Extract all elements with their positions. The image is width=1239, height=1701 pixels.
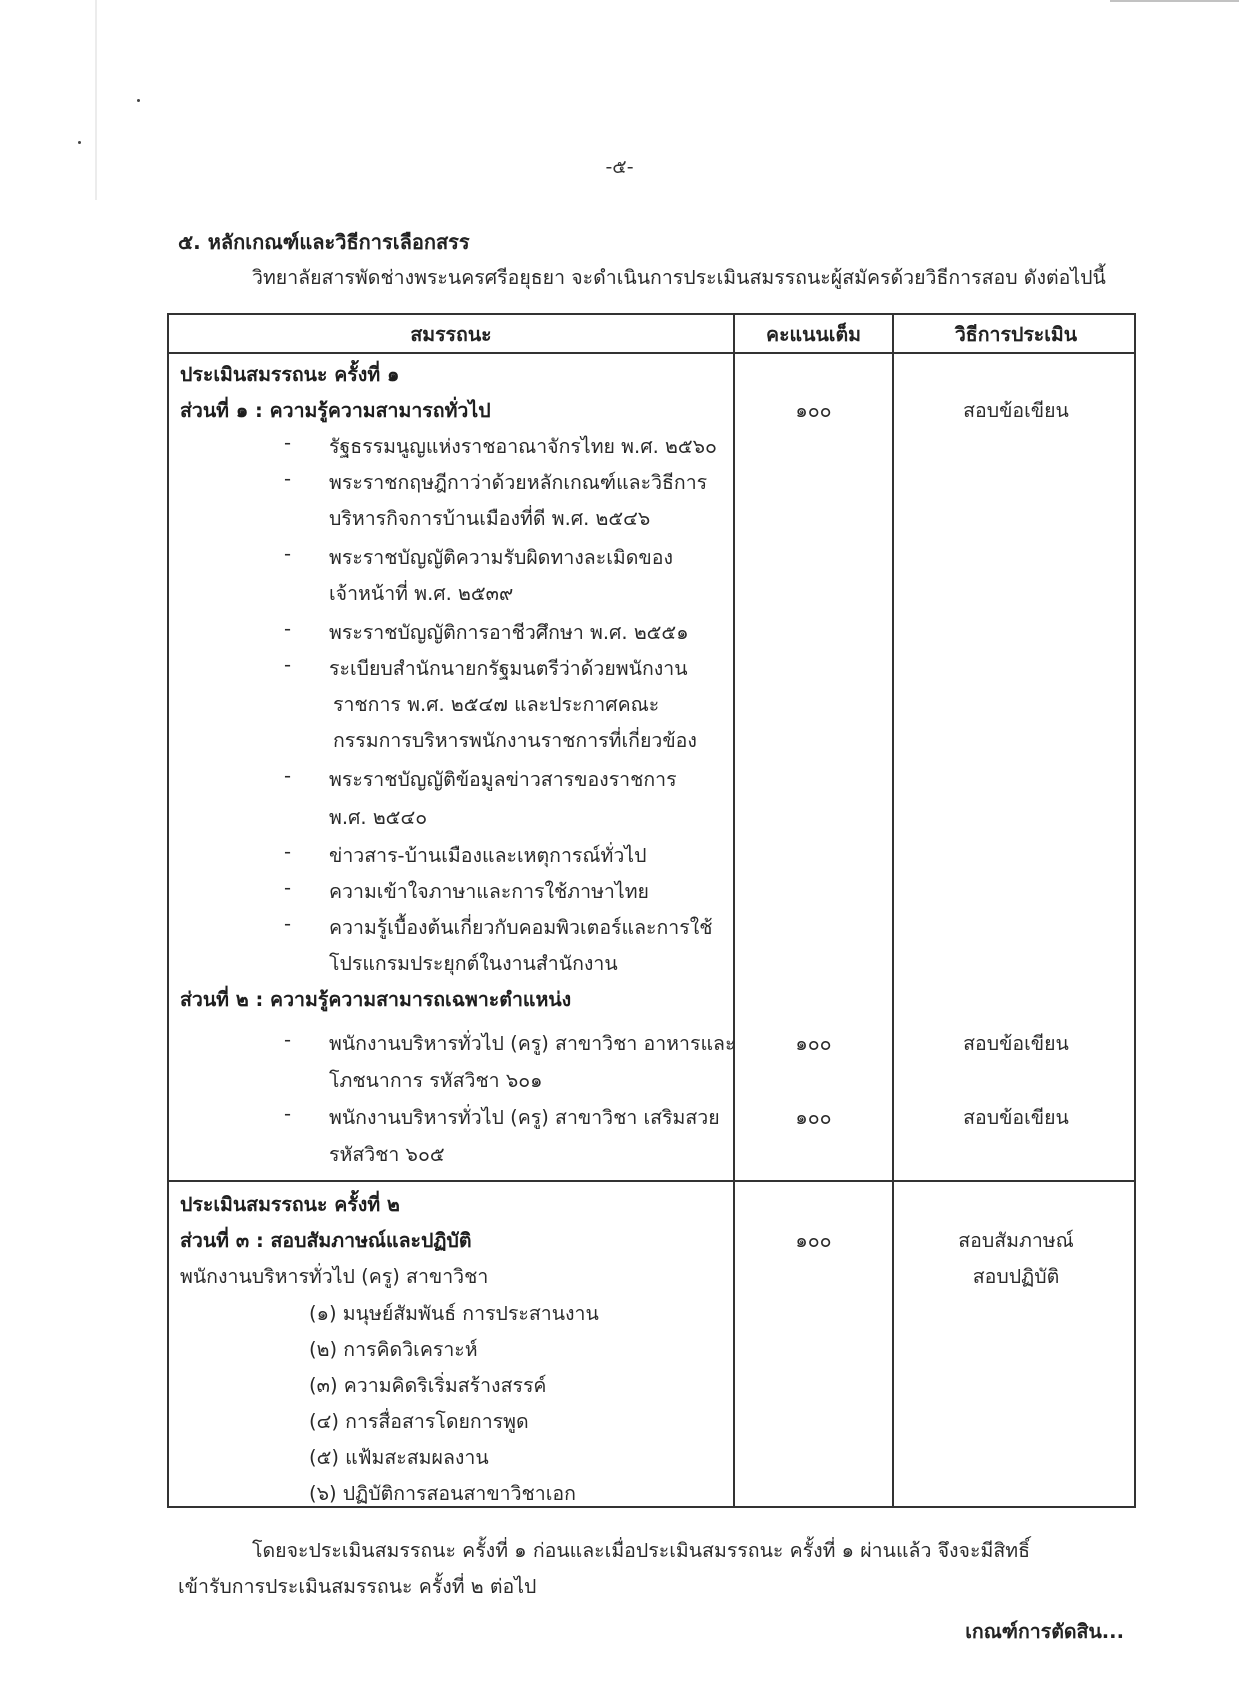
- bullet-dash: -: [284, 653, 292, 676]
- competency-table: [167, 313, 1136, 1508]
- part1-method: สอบข้อเขียน: [963, 399, 1069, 422]
- footer-paragraph-line2: เข้ารับการประเมินสมรรถนะ ครั้งที่ ๒ ต่อไป: [178, 1575, 537, 1598]
- bullet-dash: -: [284, 840, 292, 863]
- bullet-dash: -: [284, 1028, 292, 1051]
- continuation-marker: เกณฑ์การตัดสิน...: [965, 1620, 1124, 1643]
- bullet-dash: -: [284, 617, 292, 640]
- round-divider: [169, 1180, 1134, 1182]
- part2-title: ส่วนที่ ๒ : ความรู้ความสามารถเฉพาะตำแหน่ง: [180, 988, 572, 1011]
- list-item-cont: โปรแกรมประยุกต์ในงานสำนักงาน: [329, 952, 618, 975]
- list-item-cont: บริหารกิจการบ้านเมืองที่ดี พ.ศ. ๒๕๔๖: [329, 507, 651, 530]
- list-item-cont: พ.ศ. ๒๕๔๐: [329, 806, 428, 829]
- part2-item1-score: ๑๐๐: [795, 1032, 832, 1055]
- part2-item1-method: สอบข้อเขียน: [963, 1032, 1069, 1055]
- scan-speck: [78, 141, 81, 144]
- list-item: (๖) ปฏิบัติการสอนสาขาวิชาเอก: [309, 1482, 576, 1505]
- part3-method-practical: สอบปฏิบัติ: [972, 1265, 1060, 1288]
- column-divider: [892, 315, 894, 1506]
- list-item: พนักงานบริหารทั่วไป (ครู) สาขาวิชา เสริมสวย: [329, 1106, 720, 1129]
- footer-paragraph-line1: โดยจะประเมินสมรรถนะ ครั้งที่ ๑ ก่อนและเมื่อประเมินสมรรถนะ ครั้งที่ ๑ ผ่านแล้ว จึงจะมีสิทธิ์: [252, 1539, 1030, 1562]
- part2-item2-score: ๑๐๐: [795, 1106, 832, 1129]
- list-item: ความเข้าใจภาษาและการใช้ภาษาไทย: [329, 880, 649, 903]
- header-method: วิธีการประเมิน: [954, 323, 1078, 346]
- header-competency: สมรรถนะ: [410, 323, 492, 346]
- bullet-dash: -: [284, 764, 292, 787]
- list-item: (๓) ความคิดริเริ่มสร้างสรรค์: [309, 1374, 547, 1397]
- part3-method-interview: สอบสัมภาษณ์: [958, 1229, 1074, 1252]
- column-divider: [733, 315, 735, 1506]
- list-item: ข่าวสาร-บ้านเมืองและเหตุการณ์ทั่วไป: [329, 844, 647, 867]
- section-title: ๕. หลักเกณฑ์และวิธีการเลือกสรร: [178, 230, 470, 254]
- part1-title: ส่วนที่ ๑ : ความรู้ความสามารถทั่วไป: [180, 399, 491, 422]
- header-full-score: คะแนนเต็ม: [766, 323, 861, 346]
- list-item-cont: ราชการ พ.ศ. ๒๕๔๗ และประกาศคณะ: [333, 693, 660, 716]
- list-item: รัฐธรรมนูญแห่งราชอาณาจักรไทย พ.ศ. ๒๕๖๐: [329, 435, 717, 458]
- part3-title: ส่วนที่ ๓ : สอบสัมภาษณ์และปฏิบัติ: [180, 1229, 472, 1252]
- list-item-cont: โภชนาการ รหัสวิชา ๖๐๑: [329, 1069, 543, 1092]
- list-item: พระราชบัญญัติความรับผิดทางละเมิดของ: [329, 546, 673, 569]
- list-item: พนักงานบริหารทั่วไป (ครู) สาขาวิชา อาหารและ: [329, 1032, 736, 1055]
- section-intro: วิทยาลัยสารพัดช่างพระนครศรีอยุธยา จะดำเนินการประเมินสมรรถนะผู้สมัครด้วยวิธีการสอบ ดังต่อไปนี้: [252, 266, 1106, 289]
- bullet-dash: -: [284, 912, 292, 935]
- part3-subtitle: พนักงานบริหารทั่วไป (ครู) สาขาวิชา: [180, 1265, 489, 1288]
- bullet-dash: -: [284, 876, 292, 899]
- list-item-cont: รหัสวิชา ๖๐๕: [329, 1143, 445, 1166]
- bullet-dash: -: [284, 431, 292, 454]
- list-item: พระราชกฤษฎีกาว่าด้วยหลักเกณฑ์และวิธีการ: [329, 471, 708, 494]
- page-number: -๕-: [605, 156, 634, 178]
- list-item: พระราชบัญญัติข้อมูลข่าวสารของราชการ: [329, 768, 677, 791]
- bullet-dash: -: [284, 467, 292, 490]
- list-item: (๒) การคิดวิเคราะห์: [309, 1338, 478, 1361]
- list-item: (๔) การสื่อสารโดยการพูด: [309, 1410, 529, 1433]
- part3-score: ๑๐๐: [795, 1229, 832, 1252]
- bullet-dash: -: [284, 1102, 292, 1125]
- list-item: ความรู้เบื้องต้นเกี่ยวกับคอมพิวเตอร์และการใช้: [329, 916, 713, 939]
- round1-title: ประเมินสมรรถนะ ครั้งที่ ๑: [180, 363, 400, 386]
- round2-title: ประเมินสมรรถนะ ครั้งที่ ๒: [180, 1193, 400, 1216]
- bullet-dash: -: [284, 542, 292, 565]
- list-item-cont: เจ้าหน้าที่ พ.ศ. ๒๕๓๙: [329, 582, 514, 605]
- list-item: พระราชบัญญัติการอาชีวศึกษา พ.ศ. ๒๕๕๑: [329, 621, 689, 644]
- list-item: (๑) มนุษย์สัมพันธ์ การประสานงาน: [309, 1302, 599, 1325]
- list-item: (๕) แฟ้มสะสมผลงาน: [309, 1446, 489, 1469]
- scan-speck: [137, 99, 140, 102]
- list-item-cont: กรรมการบริหารพนักงานราชการที่เกี่ยวข้อง: [333, 729, 697, 752]
- list-item: ระเบียบสำนักนายกรัฐมนตรีว่าด้วยพนักงาน: [329, 657, 688, 680]
- scan-artifact-top: [1110, 0, 1239, 2]
- part2-item2-method: สอบข้อเขียน: [963, 1106, 1069, 1129]
- part1-score: ๑๐๐: [795, 399, 832, 422]
